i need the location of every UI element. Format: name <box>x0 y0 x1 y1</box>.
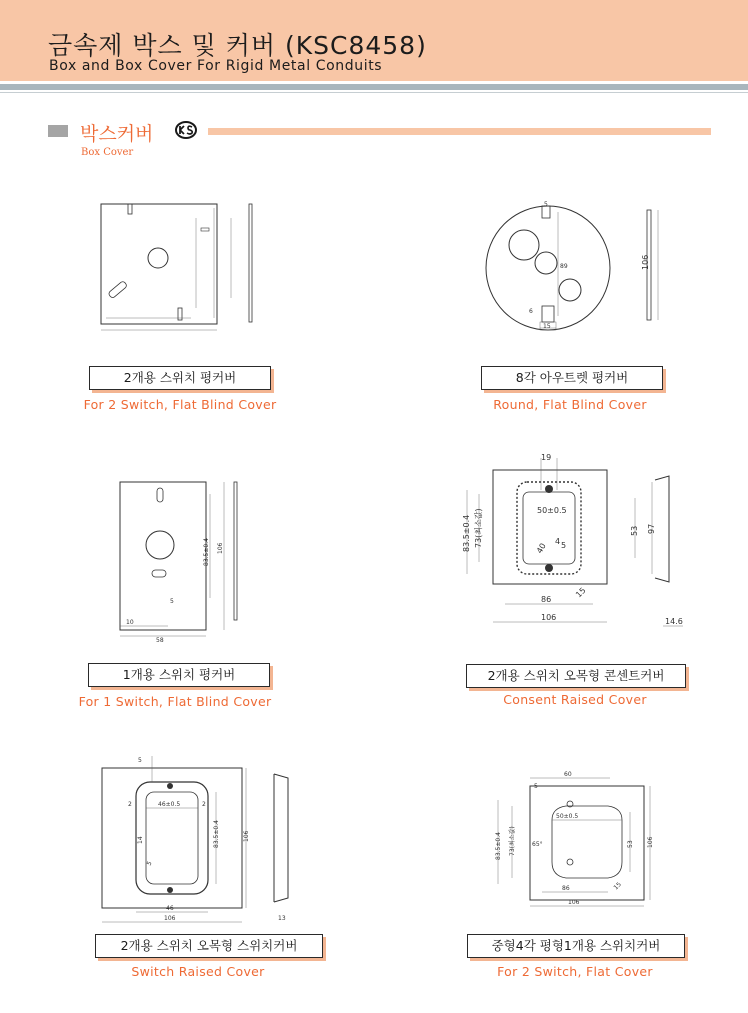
svg-text:46±0.5: 46±0.5 <box>158 801 181 808</box>
section-title: 박스커버 <box>80 123 154 145</box>
svg-text:83.5±0.4: 83.5±0.4 <box>213 820 220 848</box>
page-header <box>0 0 748 81</box>
svg-text:2: 2 <box>128 801 132 808</box>
svg-text:86: 86 <box>541 595 552 604</box>
svg-text:97: 97 <box>647 523 656 534</box>
product-name-ko: 2개용 스위치 오목형 스위치커버 <box>95 934 323 958</box>
svg-text:58: 58 <box>156 637 164 644</box>
product-name-en: Consent Raised Cover <box>503 692 647 707</box>
svg-text:50±0.5: 50±0.5 <box>537 506 567 515</box>
svg-text:83.5±0.4: 83.5±0.4 <box>203 538 210 566</box>
svg-text:65°: 65° <box>532 841 543 848</box>
svg-text:89: 89 <box>560 263 568 270</box>
svg-text:106: 106 <box>647 836 654 848</box>
ks-certification-mark-icon <box>175 121 197 139</box>
svg-text:53: 53 <box>630 525 639 536</box>
drawing-2-switch-flat-blind-cover <box>96 198 266 338</box>
svg-text:106: 106 <box>541 613 557 622</box>
product-name-ko: 2개용 스위치 평커버 <box>89 366 271 390</box>
svg-text:5: 5 <box>534 783 538 790</box>
svg-text:83.5±0.4: 83.5±0.4 <box>495 832 502 860</box>
svg-text:6: 6 <box>529 308 533 315</box>
drawing-consent-raised-cover <box>457 450 687 630</box>
svg-text:86: 86 <box>562 885 570 892</box>
product-name-en: Switch Raised Cover <box>131 964 265 979</box>
svg-text:15: 15 <box>543 323 551 330</box>
page-subtitle: Box and Box Cover For Rigid Metal Conduits <box>49 58 383 74</box>
svg-text:73(최소값): 73(최소값) <box>474 508 483 548</box>
svg-text:15: 15 <box>574 585 588 600</box>
svg-text:4: 4 <box>555 537 561 546</box>
svg-text:106: 106 <box>217 542 224 554</box>
svg-text:106: 106 <box>164 915 176 922</box>
svg-text:53: 53 <box>627 840 634 848</box>
svg-text:19: 19 <box>541 453 552 462</box>
product-name-en: For 1 Switch, Flat Blind Cover <box>78 694 272 709</box>
svg-text:13: 13 <box>278 915 286 922</box>
drawing-switch-raised-cover <box>98 752 298 932</box>
svg-text:14: 14 <box>137 836 144 844</box>
section-bar <box>208 128 711 135</box>
svg-text:5: 5 <box>145 860 154 867</box>
page-title: 금속제 박스 및 커버 (KSC8458) <box>48 31 427 60</box>
section-subtitle: Box Cover <box>81 147 134 158</box>
svg-text:15: 15 <box>612 881 623 892</box>
header-divider <box>0 84 748 90</box>
svg-text:106: 106 <box>243 830 250 842</box>
svg-text:50±0.5: 50±0.5 <box>556 813 579 820</box>
svg-text:106: 106 <box>641 254 650 270</box>
drawing-round-flat-blind-cover <box>484 198 674 338</box>
product-name-ko: 1개용 스위치 평커버 <box>88 663 270 687</box>
svg-text:5: 5 <box>170 598 174 605</box>
section-marker <box>48 125 68 137</box>
drawing-1-switch-flat-blind-cover <box>112 476 252 646</box>
product-name-ko: 중형4각 평형1개용 스위치커버 <box>467 934 685 958</box>
drawing-flat-switch-cover <box>490 764 660 914</box>
svg-text:5: 5 <box>544 201 548 208</box>
product-name-en: For 2 Switch, Flat Blind Cover <box>83 397 277 412</box>
svg-text:83.5±0.4: 83.5±0.4 <box>462 514 471 552</box>
svg-text:73(최소값): 73(최소값) <box>509 826 516 856</box>
svg-text:60: 60 <box>564 771 572 778</box>
svg-text:46: 46 <box>166 905 174 912</box>
svg-text:5: 5 <box>561 541 567 550</box>
svg-text:14.6: 14.6 <box>665 617 683 626</box>
svg-text:106: 106 <box>568 899 580 906</box>
product-name-en: Round, Flat Blind Cover <box>493 397 647 412</box>
svg-text:10: 10 <box>126 619 134 626</box>
product-name-ko: 8각 아우트렛 평커버 <box>481 366 663 390</box>
product-name-en: For 2 Switch, Flat Cover <box>497 964 653 979</box>
svg-text:2: 2 <box>202 801 206 808</box>
product-name-ko: 2개용 스위치 오목형 콘센트커버 <box>466 664 686 688</box>
svg-text:5: 5 <box>138 757 142 764</box>
svg-text:40: 40 <box>534 541 548 555</box>
header-divider-thin <box>0 92 748 93</box>
